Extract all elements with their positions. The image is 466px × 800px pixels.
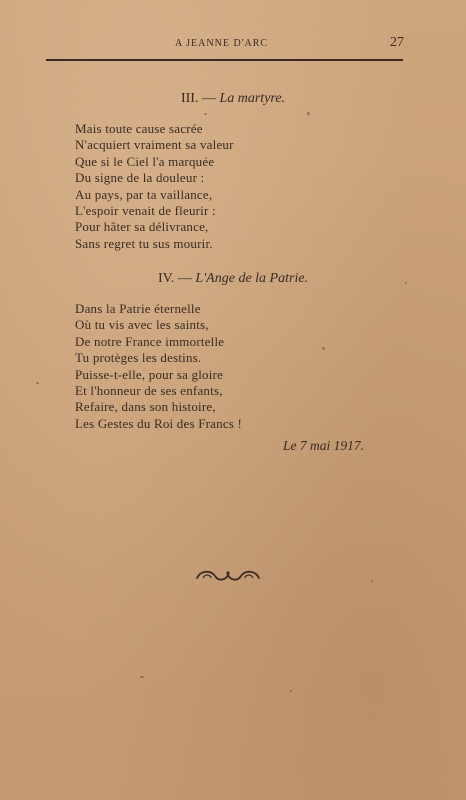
paper-speck [405, 282, 407, 284]
verse-line: Refaire, dans son histoire, [75, 399, 216, 415]
verse-line: Que si le Ciel l'a marquée [75, 153, 215, 169]
verse-line: L'espoir venait de fleurir : [75, 203, 216, 219]
dateline: Le 7 mai 1917. [283, 438, 364, 453]
paper-speck [140, 676, 144, 678]
tailpiece-scroll-icon [195, 564, 261, 586]
paper-speck [290, 690, 292, 692]
section-dash: — [201, 91, 216, 106]
verse-line: Les Gestes du Roi des Francs ! [75, 415, 243, 431]
page-number: 27 [390, 35, 404, 50]
running-title: A JEANNE D'ARC [175, 38, 269, 49]
verse-line: Sans regret tu sus mourir. [75, 235, 213, 251]
paper-speck [307, 112, 310, 115]
paper-speck [371, 580, 373, 582]
verse-line: Dans la Patrie éternelle [75, 301, 201, 316]
verse-line: Puisse-t-elle, pour sa gloire [75, 366, 224, 382]
verse-line: Et l'honneur de ses enfants, [75, 383, 223, 399]
verse-line: Mais toute cause sacrée [75, 121, 203, 136]
section-dash: — [177, 271, 192, 286]
verse-line: N'acquiert vraiment sa valeur [75, 137, 234, 153]
section-title-iii [0, 91, 466, 107]
header-rule [46, 59, 403, 61]
verse-line: Pour hâter sa délivrance, [75, 219, 209, 235]
paper-speck [36, 382, 39, 384]
stanza-iii [75, 121, 234, 252]
verse-line: Au pays, par ta vaillance, [75, 186, 213, 202]
verse-line: Du signe de la douleur : [75, 170, 205, 186]
section-title-iv [0, 271, 466, 287]
stanza-iv [75, 301, 242, 432]
paper-speck [204, 113, 207, 115]
verse-line: Tu protèges les destins. [75, 350, 202, 366]
verse-line: De notre France immortelle [75, 333, 225, 349]
verse-line: Où tu vis avec les saints, [75, 317, 209, 333]
section-number: III. [180, 91, 199, 106]
running-head [0, 35, 466, 54]
paper-speck [322, 347, 325, 350]
section-name: La martyre. [219, 91, 286, 106]
section-number: IV. [157, 271, 175, 286]
section-name: L'Ange de la Patrie. [195, 271, 309, 286]
